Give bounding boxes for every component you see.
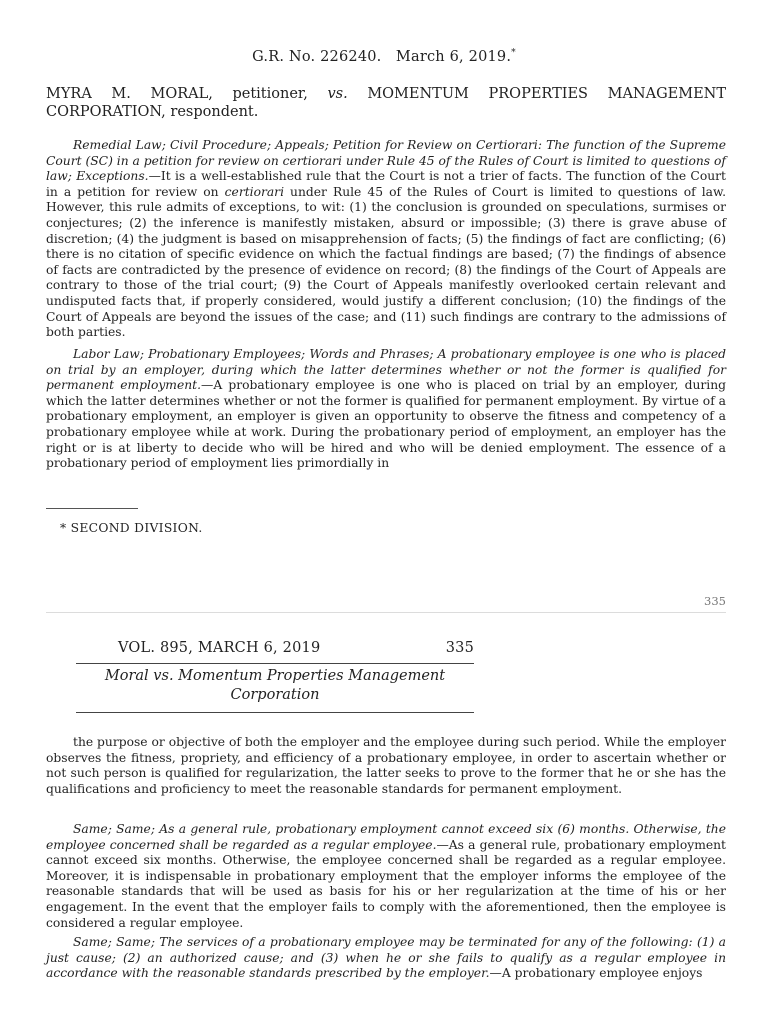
parties-line (46, 85, 726, 121)
running-title-rule-bottom (76, 712, 474, 713)
continuation-paragraph: the purpose or objective of both the employer and the employee during such period. While the employer observes the fitness, propriety, and efficiency of a probationary employee, in order to ascertain whether or not such person is qualified for regularization, the latter seeks to prove to the former that he or she has the qualifications and proficiency to meet the reasonable standards for permanent employment. (46, 735, 726, 796)
syllabus-paragraph-3 (46, 822, 726, 931)
petitioner-role: petitioner, (232, 86, 308, 102)
footnote-divider (46, 508, 138, 509)
running-title (76, 667, 474, 705)
running-title-line-2: Corporation (230, 687, 320, 703)
footnote-mark: * (511, 48, 516, 58)
case-heading (0, 48, 768, 65)
volume-label: VOL. 895, MARCH 6, 2019 (118, 640, 321, 656)
respondent-name: MOMENTUM PROPERTIES MANAGEMENT CORPORATION, (46, 86, 727, 120)
syllabus-italic-term: certiorari (224, 184, 284, 199)
syllabus-keywords: Remedial Law; Civil Procedure; Appeals; Petition for Review on Certiorari: The function of the Supreme Court (SC) in a petition for review on certiorari under Rule 45 of the Rules of Court is limited to questions of law; Exceptions. (46, 138, 726, 184)
running-title-line-1: Moral vs. Momentum Properties Management (104, 668, 446, 684)
footnote: * SECOND DIVISION. (60, 521, 203, 535)
syllabus-keywords: Labor Law; Probationary Employees; Words and Phrases; A probationary employee is one who is placed on trial by an employer, during which the latter determines whether or not the former is qualified for permanent employment. (46, 347, 726, 393)
running-page-number: 335 (445, 640, 474, 656)
syllabus-keywords: Same; Same; As a general rule, probationary employment cannot exceed six (6) months. Otherwise, the employee concerned shall be regarded as a regular employee. (46, 822, 726, 852)
page-divider (46, 612, 726, 613)
syllabus-paragraph-4 (46, 935, 726, 982)
syllabus-keywords: Same; Same; The services of a probationary employee may be terminated for any of the following: (1) a just cause; (2) an authorized cause; and (3) when he or she fails to qualify as a regular employee in accordance with the reasonable standards prescribed by the employer. (46, 935, 726, 981)
case-date: March 6, 2019. (395, 48, 512, 65)
syllabus-body: —It is a well-established rule that the Court is not a trier of facts. The function of the Court in a petition for review on (46, 169, 726, 199)
syllabus-body: —As a general rule, probationary employment cannot exceed six months. Otherwise, the employee concerned shall be regarded as a regular employee. Moreover, it is indispensable in probationary employment that the employer informs the employee of the reasonable standards that will be used as basis for his or her regularization at the time of his or her engagement. In the event that the employer fails to comply with the aforementioned, then the employee is considered a regular employee. (46, 837, 726, 930)
running-title-rule-top (76, 663, 474, 664)
syllabus-body: —A probationary employee is one who is placed on trial by an employer, during which the latter determines whether or not the former is qualified for permanent employment. By virtue of a probationary employment, an employer is given an opportunity to observe the fitness and competency of a probationary employee while at work. During the probationary period of employment, an employer has the right or is at liberty to decide who will be hired and who will be denied employment. The essence of a probationary period of employment lies primordially in (46, 378, 726, 471)
syllabus-paragraph-1 (46, 138, 726, 341)
case-number: G.R. No. 226240. (252, 48, 382, 65)
versus-label: vs. (327, 86, 348, 102)
petitioner-name: MYRA M. MORAL, (46, 86, 213, 102)
page-number-bottom: 335 (704, 594, 726, 608)
respondent-role: respondent. (170, 104, 259, 120)
syllabus-body: —A probationary employee enjoys (489, 966, 703, 981)
syllabus-paragraph-2 (46, 347, 726, 472)
syllabus-body-cont: under Rule 45 of the Rules of Court is limited to questions of law. However, this rule admits of exceptions, to wit: (1) the conclusion is grounded on speculations, surmises or conjectures; (2) the inference is manifestly mistaken, absurd or impossible; (3) there is grave abuse of discretion; (4) the judgment is based on misapprehension of facts; (5) the findings of fact are conflicting; (6) there is no citation of specific evidence on which the factual findings are based; (7) the findings of absence of facts are contradicted by the presence of evidence on record; (8) the findings of the Court of Appeals are contrary to those of the trial court; (9) the Court of Appeals manifestly overlooked certain relevant and undisputed facts that, if properly considered, would justify a different conclusion; (10) the findings of the Court of Appeals are beyond the issues of the case; and (11) such findings are contrary to the admissions of both parties. (46, 184, 726, 340)
